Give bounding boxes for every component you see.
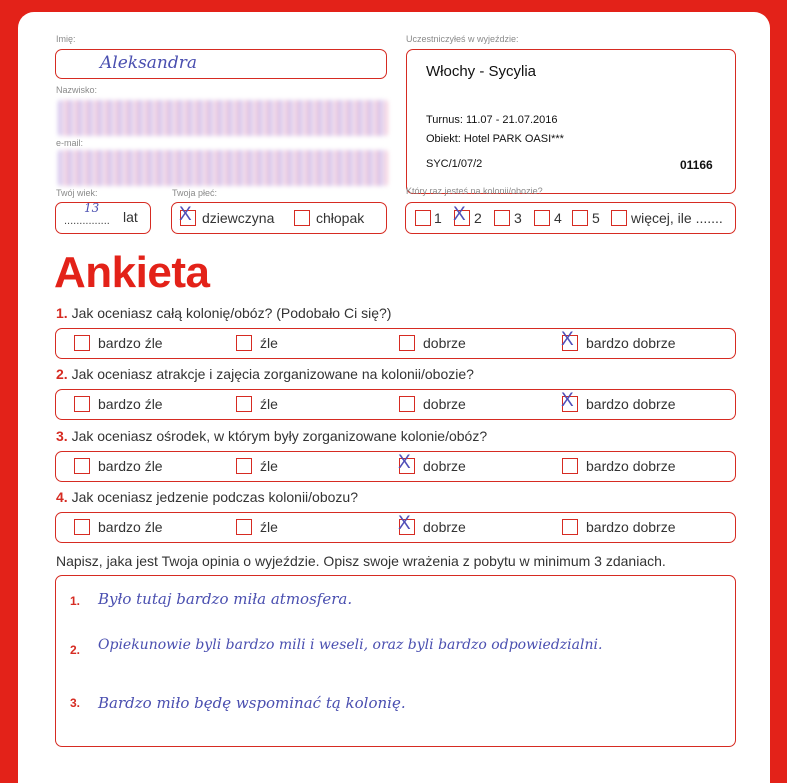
question-number: 3. <box>56 428 68 444</box>
rating-option-label: dobrze <box>423 396 466 412</box>
check-mark: X <box>561 390 574 411</box>
trip-code: SYC/1/07/2 <box>426 158 483 170</box>
rating-option-label: bardzo dobrze <box>586 335 676 351</box>
rating-checkbox[interactable] <box>236 519 252 535</box>
gender-checkbox-girl[interactable] <box>179 204 196 226</box>
age-unit: lat <box>123 209 138 225</box>
rating-option-label: źle <box>260 458 278 474</box>
rating-checkbox[interactable] <box>74 335 90 351</box>
opinion-line-number: 1. <box>70 594 81 608</box>
times-option-3: 3 <box>514 210 522 226</box>
question-1 <box>56 305 391 321</box>
rating-row-2 <box>55 389 736 420</box>
check-mark: X <box>179 204 192 225</box>
opinion-line-1: Było tutaj bardzo miła atmosfera. <box>98 590 353 608</box>
rating-option-label: dobrze <box>423 519 466 535</box>
trip-obiekt: Obiekt: Hotel PARK OASI*** <box>426 133 564 145</box>
email-redacted <box>58 150 388 186</box>
question-number: 1. <box>56 305 68 321</box>
rating-option-label: bardzo źle <box>98 396 163 412</box>
rating-checkbox[interactable] <box>561 390 578 412</box>
times-checkbox-1[interactable] <box>415 210 431 226</box>
trip-number: 01166 <box>680 158 713 172</box>
opinion-line-number: 2. <box>70 643 81 657</box>
opinion-prompt: Napisz, jaka jest Twoja opinia o wyjeździe. Opisz swoje wrażenia z pobytu w minimum 3 zdaniach. <box>56 553 666 569</box>
question-3 <box>56 428 487 444</box>
gender-label: Twoja płeć: <box>172 188 218 198</box>
email-label: e-mail: <box>56 138 84 148</box>
times-option-5: 5 <box>592 210 600 226</box>
question-4 <box>56 489 358 505</box>
question-text: Jak oceniasz atrakcje i zajęcia zorganizowane na kolonii/obozie? <box>67 366 474 382</box>
age-value: 13 <box>84 201 100 215</box>
trip-info-box <box>406 49 736 194</box>
check-mark: X <box>398 452 411 473</box>
rating-row-4 <box>55 512 736 543</box>
times-option-4: 4 <box>554 210 562 226</box>
name-field[interactable] <box>55 49 387 79</box>
rating-option-label: bardzo dobrze <box>586 396 676 412</box>
gender-option-boy: chłopak <box>316 210 365 226</box>
times-checkbox-more[interactable] <box>611 210 627 226</box>
rating-checkbox[interactable] <box>398 452 415 474</box>
opinion-line-3: Bardzo miło będę wspominać tą kolonię. <box>98 694 406 712</box>
times-checkbox-4[interactable] <box>534 210 550 226</box>
surname-label: Nazwisko: <box>56 85 98 95</box>
rating-checkbox[interactable] <box>561 329 578 351</box>
surname-redacted <box>58 100 388 136</box>
rating-option-label: źle <box>260 335 278 351</box>
times-option-more: więcej, ile ....... <box>631 210 723 226</box>
rating-option-label: bardzo dobrze <box>586 458 676 474</box>
rating-row-1 <box>55 328 736 359</box>
age-label: Twój wiek: <box>56 188 98 198</box>
rating-checkbox[interactable] <box>74 458 90 474</box>
trip-destination: Włochy - Sycylia <box>426 63 537 80</box>
gender-option-girl: dziewczyna <box>202 210 275 226</box>
times-option-1: 1 <box>434 210 442 226</box>
times-checkbox-5[interactable] <box>572 210 588 226</box>
check-mark: X <box>398 513 411 534</box>
survey-title: Ankieta <box>54 248 210 297</box>
rating-option-label: źle <box>260 519 278 535</box>
rating-checkbox[interactable] <box>399 396 415 412</box>
question-text: Jak oceniasz jedzenie podczas kolonii/obozu? <box>67 489 358 505</box>
check-mark: X <box>561 329 574 350</box>
rating-option-label: dobrze <box>423 335 466 351</box>
rating-row-3 <box>55 451 736 482</box>
survey-sheet <box>18 12 770 783</box>
question-text: Jak oceniasz ośrodek, w którym były zorganizowane kolonie/obóz? <box>67 428 488 444</box>
age-dots: ............... <box>64 215 110 227</box>
rating-checkbox[interactable] <box>562 519 578 535</box>
times-field <box>405 202 736 234</box>
question-text: Jak oceniasz całą kolonię/obóz? (Podobało Ci się?) <box>67 305 392 321</box>
question-number: 4. <box>56 489 68 505</box>
rating-option-label: bardzo źle <box>98 335 163 351</box>
times-label: Który raz jesteś na kolonii/obozie? <box>406 186 543 196</box>
gender-field <box>171 202 387 234</box>
rating-option-label: bardzo źle <box>98 458 163 474</box>
rating-checkbox[interactable] <box>236 335 252 351</box>
rating-checkbox[interactable] <box>236 458 252 474</box>
trip-label: Uczestniczyłeś w wyjeździe: <box>406 34 519 44</box>
age-field[interactable] <box>55 202 151 234</box>
trip-turnus: Turnus: 11.07 - 21.07.2016 <box>426 114 558 126</box>
rating-checkbox[interactable] <box>74 519 90 535</box>
opinion-line-2: Opiekunowie byli bardzo mili i weseli, oraz byli bardzo odpowiedzialni. <box>98 637 603 653</box>
question-2 <box>56 366 474 382</box>
times-option-2: 2 <box>474 210 482 226</box>
rating-checkbox[interactable] <box>398 513 415 535</box>
rating-checkbox[interactable] <box>236 396 252 412</box>
rating-checkbox[interactable] <box>74 396 90 412</box>
times-checkbox-3[interactable] <box>494 210 510 226</box>
rating-option-label: dobrze <box>423 458 466 474</box>
rating-checkbox[interactable] <box>562 458 578 474</box>
rating-option-label: źle <box>260 396 278 412</box>
name-label: Imię: <box>56 34 76 44</box>
gender-checkbox-boy[interactable] <box>294 210 310 226</box>
question-number: 2. <box>56 366 68 382</box>
times-checkbox-2[interactable] <box>453 204 470 226</box>
rating-option-label: bardzo źle <box>98 519 163 535</box>
check-mark: X <box>453 204 466 225</box>
opinion-line-number: 3. <box>70 696 81 710</box>
rating-option-label: bardzo dobrze <box>586 519 676 535</box>
name-value: Aleksandra <box>100 53 198 73</box>
rating-checkbox[interactable] <box>399 335 415 351</box>
